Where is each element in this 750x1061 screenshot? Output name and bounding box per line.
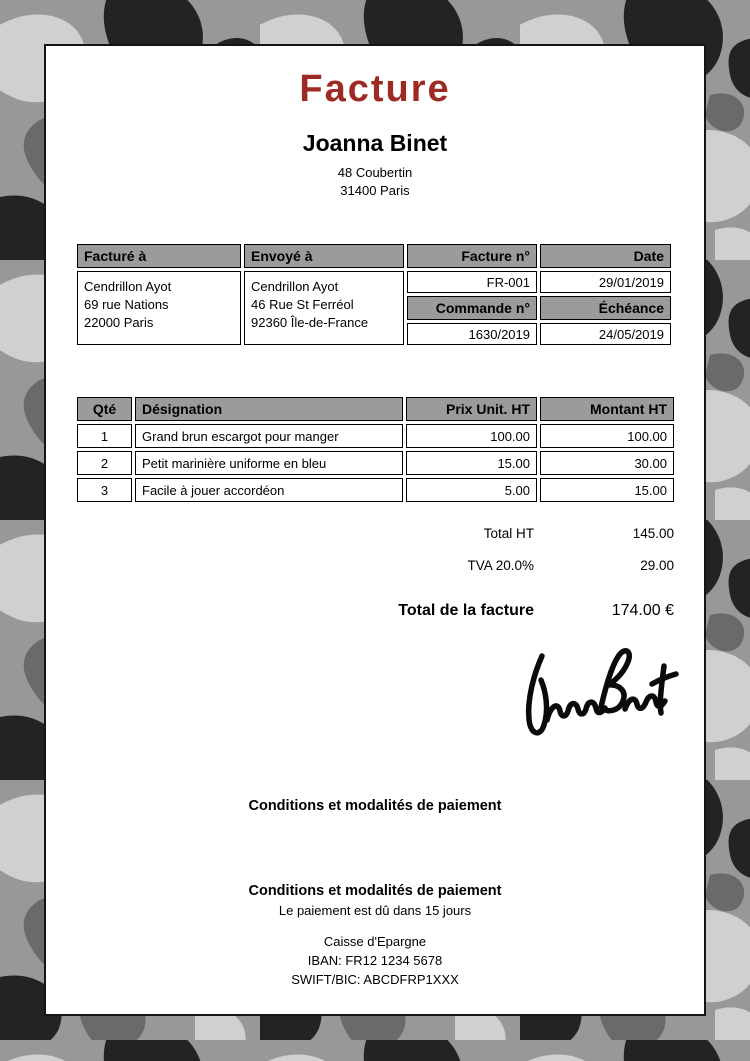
item-row-designation: Grand brun escargot pour manger [135,424,403,448]
tva-label: TVA 20.0% [467,558,534,573]
designation-column-header: Désignation [135,397,403,421]
conditions-section [46,883,704,918]
item-row-qty: 2 [77,451,132,475]
conditions-heading-2: Conditions et modalités de paiement [248,883,502,899]
billed-to-address [77,271,241,345]
billed-to-line1: Cendrillon Ayot [84,279,172,294]
billed-to-line3: 22000 Paris [84,315,154,330]
signature-image [504,644,684,754]
item-row-amount: 100.00 [540,424,674,448]
amount-column-header: Montant HT [540,397,674,421]
qty-column-header: Qté [77,397,132,421]
tva-row [77,558,674,573]
conditions-heading-1: Conditions et modalités de paiement [248,798,502,814]
billed-to-header: Facturé à [77,244,241,268]
shipped-to-header: Envoyé à [244,244,404,268]
total-ht-label: Total HT [483,526,534,541]
item-row-unit-price: 100.00 [406,424,537,448]
invoice-page [44,44,706,1016]
bank-details [46,932,704,989]
due-date-header: Échéance [540,296,671,320]
date-value: 29/01/2019 [540,271,671,293]
line-items-table [77,397,674,502]
grand-total-label: Total de la facture [398,602,534,619]
unit-price-column-header: Prix Unit. HT [406,397,537,421]
grand-total-value: 174.00 € [611,602,674,619]
invoice-title: Facture [299,68,451,110]
order-no-value: 1630/2019 [407,323,537,345]
iban: IBAN: FR12 1234 5678 [307,953,443,968]
date-header: Date [540,244,671,268]
bank-name: Caisse d'Epargne [323,934,427,949]
invoice-no-header: Facture n° [407,244,537,268]
due-date-value: 24/05/2019 [540,323,671,345]
tva-value: 29.00 [640,558,674,573]
total-ht-row [77,526,674,541]
shipped-to-address [244,271,404,345]
sender-name: Joanna Binet [302,130,448,156]
sender-address-line2: 31400 Paris [340,183,410,198]
item-row-amount: 15.00 [540,478,674,502]
total-ht-value: 145.00 [632,526,674,541]
shipped-to-line1: Cendrillon Ayot [251,279,339,294]
grand-total-row [77,602,674,620]
invoice-no-value: FR-001 [407,271,537,293]
item-row-qty: 3 [77,478,132,502]
sender-address [46,164,704,200]
payment-terms: Le paiement est dû dans 15 jours [278,903,472,918]
item-row-qty: 1 [77,424,132,448]
shipped-to-line2: 46 Rue St Ferréol [251,297,354,312]
shipped-to-line3: 92360 Île-de-France [251,315,369,330]
sender-address-line1: 48 Coubertin [337,165,413,180]
order-no-header: Commande n° [407,296,537,320]
item-row-unit-price: 5.00 [406,478,537,502]
billed-to-line2: 69 rue Nations [84,297,169,312]
swift-bic: SWIFT/BIC: ABCDFRP1XXX [291,972,459,987]
item-row-designation: Petit marinière uniforme en bleu [135,451,403,475]
item-row-designation: Facile à jouer accordéon [135,478,403,502]
item-row-unit-price: 15.00 [406,451,537,475]
invoice-info-table [77,244,671,345]
item-row-amount: 30.00 [540,451,674,475]
